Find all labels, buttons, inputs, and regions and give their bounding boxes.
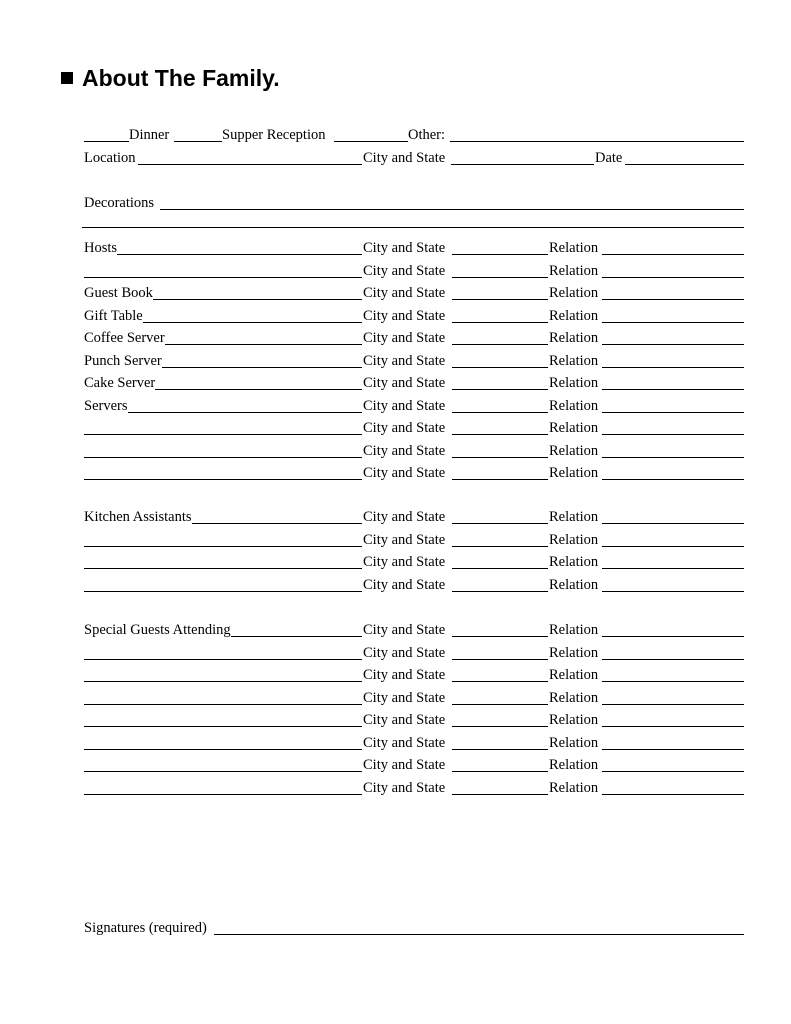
name-field[interactable] [84,659,362,660]
page-title: About The Family. [82,65,280,91]
relation-field[interactable] [602,367,744,368]
row-label: Kitchen Assistants [84,509,192,525]
name-field[interactable] [84,681,362,682]
city-state-label: City and State [363,509,446,525]
relation-field[interactable] [602,389,744,390]
form-row [0,307,791,325]
dinner-label: Dinner [129,127,170,143]
relation-label: Relation [549,689,599,706]
form-row [0,239,791,257]
relation-label: Relation [549,307,599,324]
city-state-label: City and State [363,262,446,279]
relation-field[interactable] [602,412,744,413]
relation-field[interactable] [602,636,744,637]
form-row [0,419,791,437]
form-row [0,779,791,797]
relation-field[interactable] [602,726,744,727]
city-state-field[interactable] [452,479,548,480]
city-state-field[interactable] [452,523,548,524]
city-state-label: City and State [363,712,446,728]
city-state-label: City and State [363,576,446,593]
relation-field[interactable] [602,704,744,705]
relation-field[interactable] [602,344,744,345]
city-state-label: City and State [363,734,446,751]
form-row [0,756,791,774]
city-state-field[interactable] [452,749,548,750]
city-state-label: City and State [363,240,446,256]
relation-label: Relation [549,554,599,570]
city-state-label: City and State [363,420,446,436]
relation-label: Relation [549,285,599,301]
city-state-field[interactable] [452,659,548,660]
name-field[interactable] [155,389,362,390]
form-row [0,666,791,684]
city-state-field[interactable] [452,389,548,390]
city-state-field[interactable] [452,344,548,345]
name-field[interactable] [84,277,362,278]
row-label: Coffee Server [84,330,165,346]
relation-label: Relation [549,531,599,548]
name-field[interactable] [84,434,362,435]
name-field[interactable] [84,794,362,795]
form-row [0,352,791,370]
city-state-label: City and State [363,307,446,324]
relation-field[interactable] [602,277,744,278]
form-row [0,734,791,752]
city-state-field[interactable] [452,681,548,682]
relation-field[interactable] [602,479,744,480]
relation-field[interactable] [602,322,744,323]
city-state-label: City and State [363,352,446,369]
relation-label: Relation [549,420,599,436]
event-type-row [0,126,791,144]
row-label: Gift Table [84,307,143,324]
form-row [0,508,791,526]
form-row [0,284,791,302]
city-state-field[interactable] [452,771,548,772]
relation-field[interactable] [602,299,744,300]
city-state-field[interactable] [451,164,594,165]
location-field[interactable] [138,164,362,165]
name-field[interactable] [84,457,362,458]
decorations-row [0,194,791,212]
city-state-label: City and State [363,330,446,346]
relation-field[interactable] [602,659,744,660]
relation-label: Relation [549,576,599,593]
city-state-label: City and State [363,689,446,706]
form-row [0,464,791,482]
row-label: Special Guests Attending [84,622,231,638]
relation-label: Relation [549,375,599,391]
signature-label: Signatures (required) [84,920,207,936]
relation-field[interactable] [602,546,744,547]
form-row [0,374,791,392]
city-state-label: City and State [363,757,446,773]
row-label: Guest Book [84,285,153,301]
relation-label: Relation [549,465,599,481]
city-state-field[interactable] [452,457,548,458]
name-field[interactable] [84,704,362,705]
city-state-field[interactable] [452,254,548,255]
relation-label: Relation [549,397,599,414]
city-state-label: City and State [363,622,446,638]
city-state-field[interactable] [452,546,548,547]
location-label: Location [84,150,136,166]
form-row [0,329,791,347]
section-heading [61,64,280,92]
relation-label: Relation [549,330,599,346]
name-field[interactable] [84,546,362,547]
city-state-field[interactable] [452,322,548,323]
supper-reception-label: Supper Reception [222,127,326,143]
name-field[interactable] [117,254,362,255]
date-label: Date [595,150,623,166]
relation-label: Relation [549,757,599,773]
name-field[interactable] [84,568,362,569]
relation-field[interactable] [602,254,744,255]
signature-field[interactable] [214,934,744,935]
row-label: Servers [84,397,128,414]
city-state-field[interactable] [452,367,548,368]
name-field[interactable] [153,299,362,300]
relation-field[interactable] [602,681,744,682]
relation-label: Relation [549,712,599,728]
city-state-field[interactable] [452,704,548,705]
name-field[interactable] [84,726,362,727]
signature-row [0,919,791,937]
name-field[interactable] [128,412,363,413]
form-row [0,576,791,594]
city-state-label: City and State [363,465,446,481]
row-label: Punch Server [84,352,162,369]
decorations-label: Decorations [84,195,155,211]
other-label: Other: [408,127,446,143]
location-row [0,149,791,167]
city-state-label: City and State [363,150,446,166]
name-field[interactable] [84,479,362,480]
name-field[interactable] [165,344,362,345]
city-state-field[interactable] [452,636,548,637]
dinner-blank[interactable] [84,141,129,142]
relation-label: Relation [549,262,599,279]
city-state-label: City and State [363,397,446,414]
relation-field[interactable] [602,523,744,524]
city-state-label: City and State [363,285,446,301]
city-state-field[interactable] [452,591,548,592]
supper-reception-line[interactable] [334,141,408,142]
relation-field[interactable] [602,434,744,435]
relation-label: Relation [549,734,599,751]
relation-label: Relation [549,622,599,638]
city-state-label: City and State [363,442,446,459]
relation-label: Relation [549,442,599,459]
relation-field[interactable] [602,749,744,750]
city-state-label: City and State [363,531,446,548]
relation-field[interactable] [602,457,744,458]
relation-field[interactable] [602,568,744,569]
city-state-field[interactable] [452,299,548,300]
name-field[interactable] [84,771,362,772]
bullet-square-icon [61,72,73,84]
city-state-field[interactable] [452,412,548,413]
row-label: Cake Server [84,375,156,391]
relation-label: Relation [549,240,599,256]
city-state-field[interactable] [452,277,548,278]
decorations-field[interactable] [160,209,744,210]
date-field[interactable] [625,164,744,165]
city-state-field[interactable] [452,434,548,435]
city-state-label: City and State [363,554,446,570]
city-state-label: City and State [363,667,446,683]
form-row [0,531,791,549]
form-row [0,644,791,662]
relation-label: Relation [549,667,599,683]
relation-label: Relation [549,779,599,796]
relation-label: Relation [549,509,599,525]
row-label: Hosts [84,240,118,256]
city-state-field[interactable] [452,568,548,569]
supper-reception-blank[interactable] [174,141,222,142]
city-state-label: City and State [363,644,446,661]
city-state-label: City and State [363,375,446,391]
form-row [0,553,791,571]
name-field[interactable] [143,322,362,323]
relation-field[interactable] [602,771,744,772]
form-row [0,262,791,280]
city-state-field[interactable] [452,726,548,727]
name-field[interactable] [192,523,362,524]
name-field[interactable] [84,749,362,750]
name-field[interactable] [231,636,362,637]
other-field[interactable] [450,141,744,142]
relation-label: Relation [549,644,599,661]
name-field[interactable] [84,591,362,592]
relation-label: Relation [549,352,599,369]
form-row [0,621,791,639]
relation-field[interactable] [602,591,744,592]
form-row [0,711,791,729]
relation-field[interactable] [602,794,744,795]
name-field[interactable] [162,367,362,368]
city-state-field[interactable] [452,794,548,795]
form-row [0,397,791,415]
decorations-second-line[interactable] [82,227,744,228]
form-row [0,442,791,460]
form-row [0,689,791,707]
city-state-label: City and State [363,779,446,796]
